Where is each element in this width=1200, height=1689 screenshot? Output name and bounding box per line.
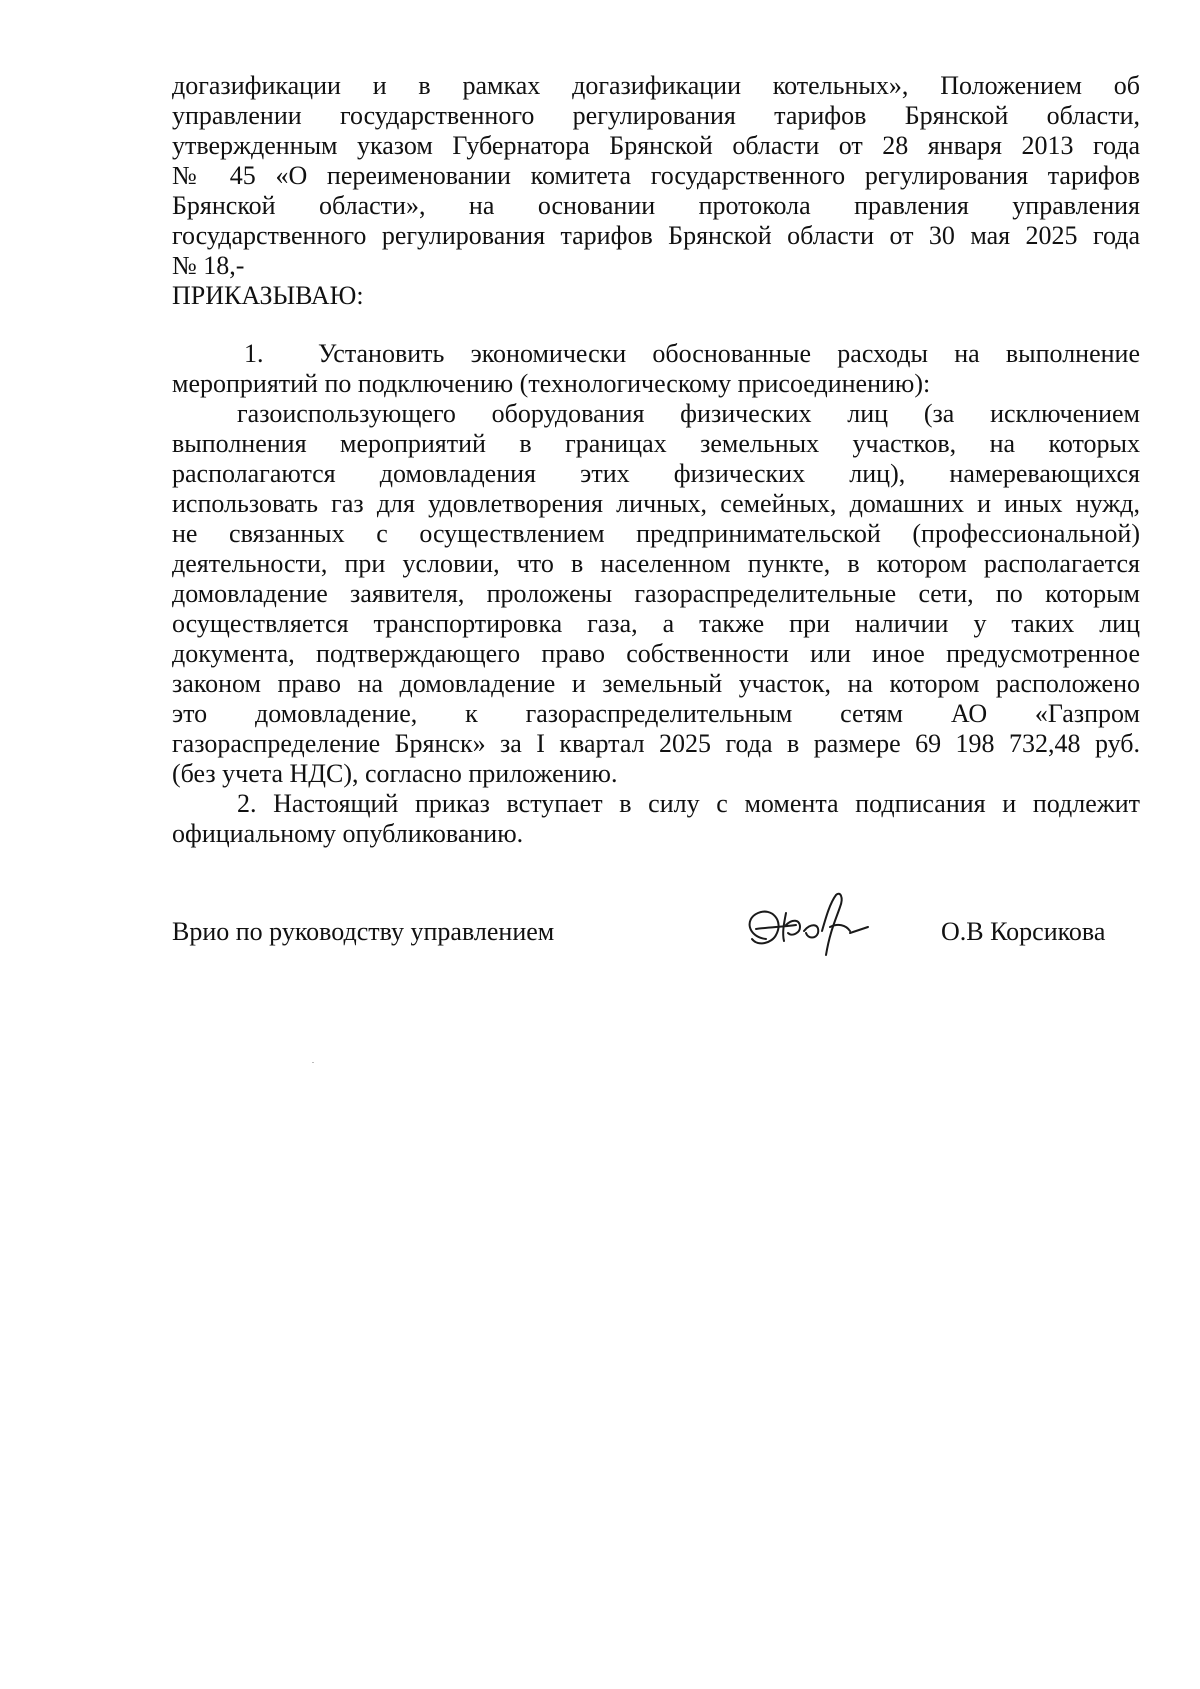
blank-line [172, 311, 1140, 339]
signature-block [172, 907, 1122, 967]
intro-line: государственного регулирования тарифов Брянской области от 30 мая 2025 года [172, 221, 1140, 250]
item1-para-line: использовать газ для удовлетворения личных, семейных, домашних и иных нужд, [172, 489, 1140, 518]
item1-para-line: домовладение заявителя, проложены газораспределительные сети, по которым [172, 579, 1140, 608]
intro-line: догазификации и в рамках догазификации котельных», Положением об [172, 71, 1140, 100]
item1-para-line: законом право на домовладение и земельный участок, на котором расположено [172, 669, 1140, 698]
intro-line: Брянской области», на основании протокола правления управления [172, 191, 1140, 220]
item1-para-line: газораспределение Брянск» за I квартал 2025 года в размере 69 198 732,48 руб. [172, 729, 1140, 758]
document-body [172, 71, 1140, 849]
intro-line: утвержденным указом Губернатора Брянской области от 28 января 2013 года [172, 131, 1140, 160]
item2-first-line: 2. Настоящий приказ вступает в силу с момента подписания и подлежит [237, 789, 1140, 818]
signatory-name: О.В Корсикова [941, 917, 1106, 946]
item1-para-line: это домовладение, к газораспределительным сетям АО «Газпром [172, 699, 1140, 728]
intro-line: № 45 «О переименовании комитета государственного регулирования тарифов [172, 161, 1140, 190]
order-word: ПРИКАЗЫВАЮ: [172, 281, 364, 310]
item1-para-line: осуществляется транспортировка газа, а также при наличии у таких лиц [172, 609, 1140, 638]
item1-para-line: документа, подтверждающего право собственности или иное предусмотренное [172, 639, 1140, 668]
item1-number: 1. [244, 339, 264, 368]
item1-para-line: выполнения мероприятий в границах земельных участков, на которых [172, 429, 1140, 458]
signatory-title: Врио по руководству управлением [172, 917, 555, 946]
item2-last-line: официальному опубликованию. [172, 819, 524, 848]
item1-last-line: (без учета НДС), согласно приложению. [172, 759, 618, 788]
handwritten-signature [726, 877, 886, 977]
item1-para-line: располагаются домовладения этих физических лиц), намеревающихся [172, 459, 1140, 488]
scan-speck [312, 1062, 314, 1063]
item1-second-line: мероприятий по подключению (технологическому присоединению): [172, 369, 931, 398]
item1-first-line [172, 339, 1140, 369]
intro-line: управлении государственного регулирования тарифов Брянской области, [172, 101, 1140, 130]
item1-first-text: Установить экономически обоснованные расходы на выполнение [318, 339, 1140, 368]
item1-para-line: газоиспользующего оборудования физических лиц (за исключением [237, 399, 1140, 428]
intro-line: № 18,- [172, 251, 245, 280]
item1-para-line: деятельности, при условии, что в населенном пункте, в котором располагается [172, 549, 1140, 578]
item1-para-line: не связанных с осуществлением предпринимательской (профессиональной) [172, 519, 1140, 548]
